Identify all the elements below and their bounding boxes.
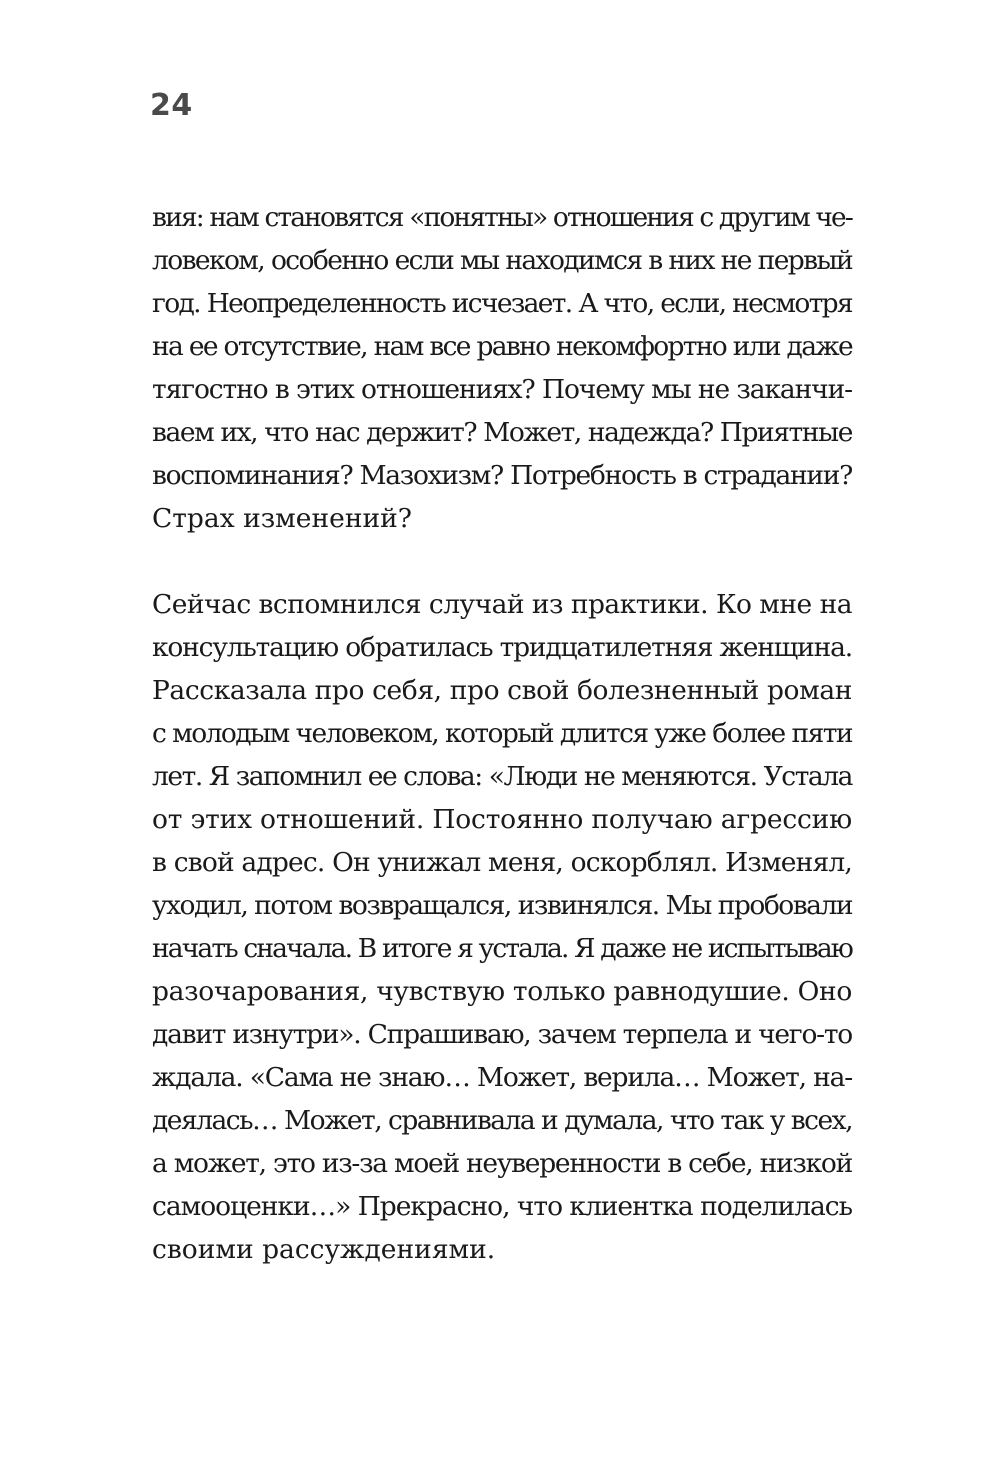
text-line: Сейчас вспомнился случай из практики. Ко мне на <box>152 589 852 620</box>
text-line: с молодым человеком, который длится уже более пяти <box>152 718 852 749</box>
text-line: Рассказала про себя, про свой болезненный роман <box>152 675 852 706</box>
text-line: самооценки…» Прекрасно, что клиентка поделилась <box>152 1191 852 1222</box>
text-line: Страх изменений? <box>152 503 413 534</box>
text-line: тягостно в этих отношениях? Почему мы не заканчи- <box>152 374 852 405</box>
text-line: консультацию обратилась тридцатилетняя женщина. <box>152 632 852 663</box>
text-line: а может, это из-за моей неуверенности в себе, низкой <box>152 1148 852 1179</box>
text-line: на ее отсутствие, нам все равно некомфортно или даже <box>152 331 852 362</box>
text-line: год. Неопределенность исчезает. А что, если, несмотря <box>152 288 852 319</box>
text-line: давит изнутри». Спрашиваю, зачем терпела и чего-то <box>152 1019 852 1050</box>
text-line: ждала. «Сама не знаю… Может, верила… Может, на- <box>152 1062 852 1093</box>
text-line: воспоминания? Мазохизм? Потребность в страдании? <box>152 460 852 491</box>
text-line: ловеком, особенно если мы находимся в них не первый <box>152 245 853 276</box>
text-line: от этих отношений. Постоянно получаю агрессию <box>152 804 852 835</box>
text-line: своими рассуждениями. <box>152 1234 496 1265</box>
paragraph <box>152 583 852 1271</box>
text-line: начать сначала. В итоге я устала. Я даже не испытываю <box>152 933 852 964</box>
text-line: уходил, потом возвращался, извинялся. Мы пробовали <box>152 890 852 921</box>
text-line: лет. Я запомнил ее слова: «Люди не меняются. Устала <box>152 761 852 792</box>
page-number: 24 <box>150 88 193 123</box>
text-line: разочарования, чувствую только равнодушие. Оно <box>152 976 852 1007</box>
text-line: ваем их, что нас держит? Может, надежда? Приятные <box>152 417 852 448</box>
text-line: вия: нам становятся «понятны» отношения с другим че- <box>152 202 852 233</box>
text-line: в свой адрес. Он унижал меня, оскорблял. Изменял, <box>152 847 852 878</box>
text-line: деялась… Может, сравнивала и думала, что так у всех, <box>152 1105 852 1136</box>
paragraph <box>152 196 852 540</box>
